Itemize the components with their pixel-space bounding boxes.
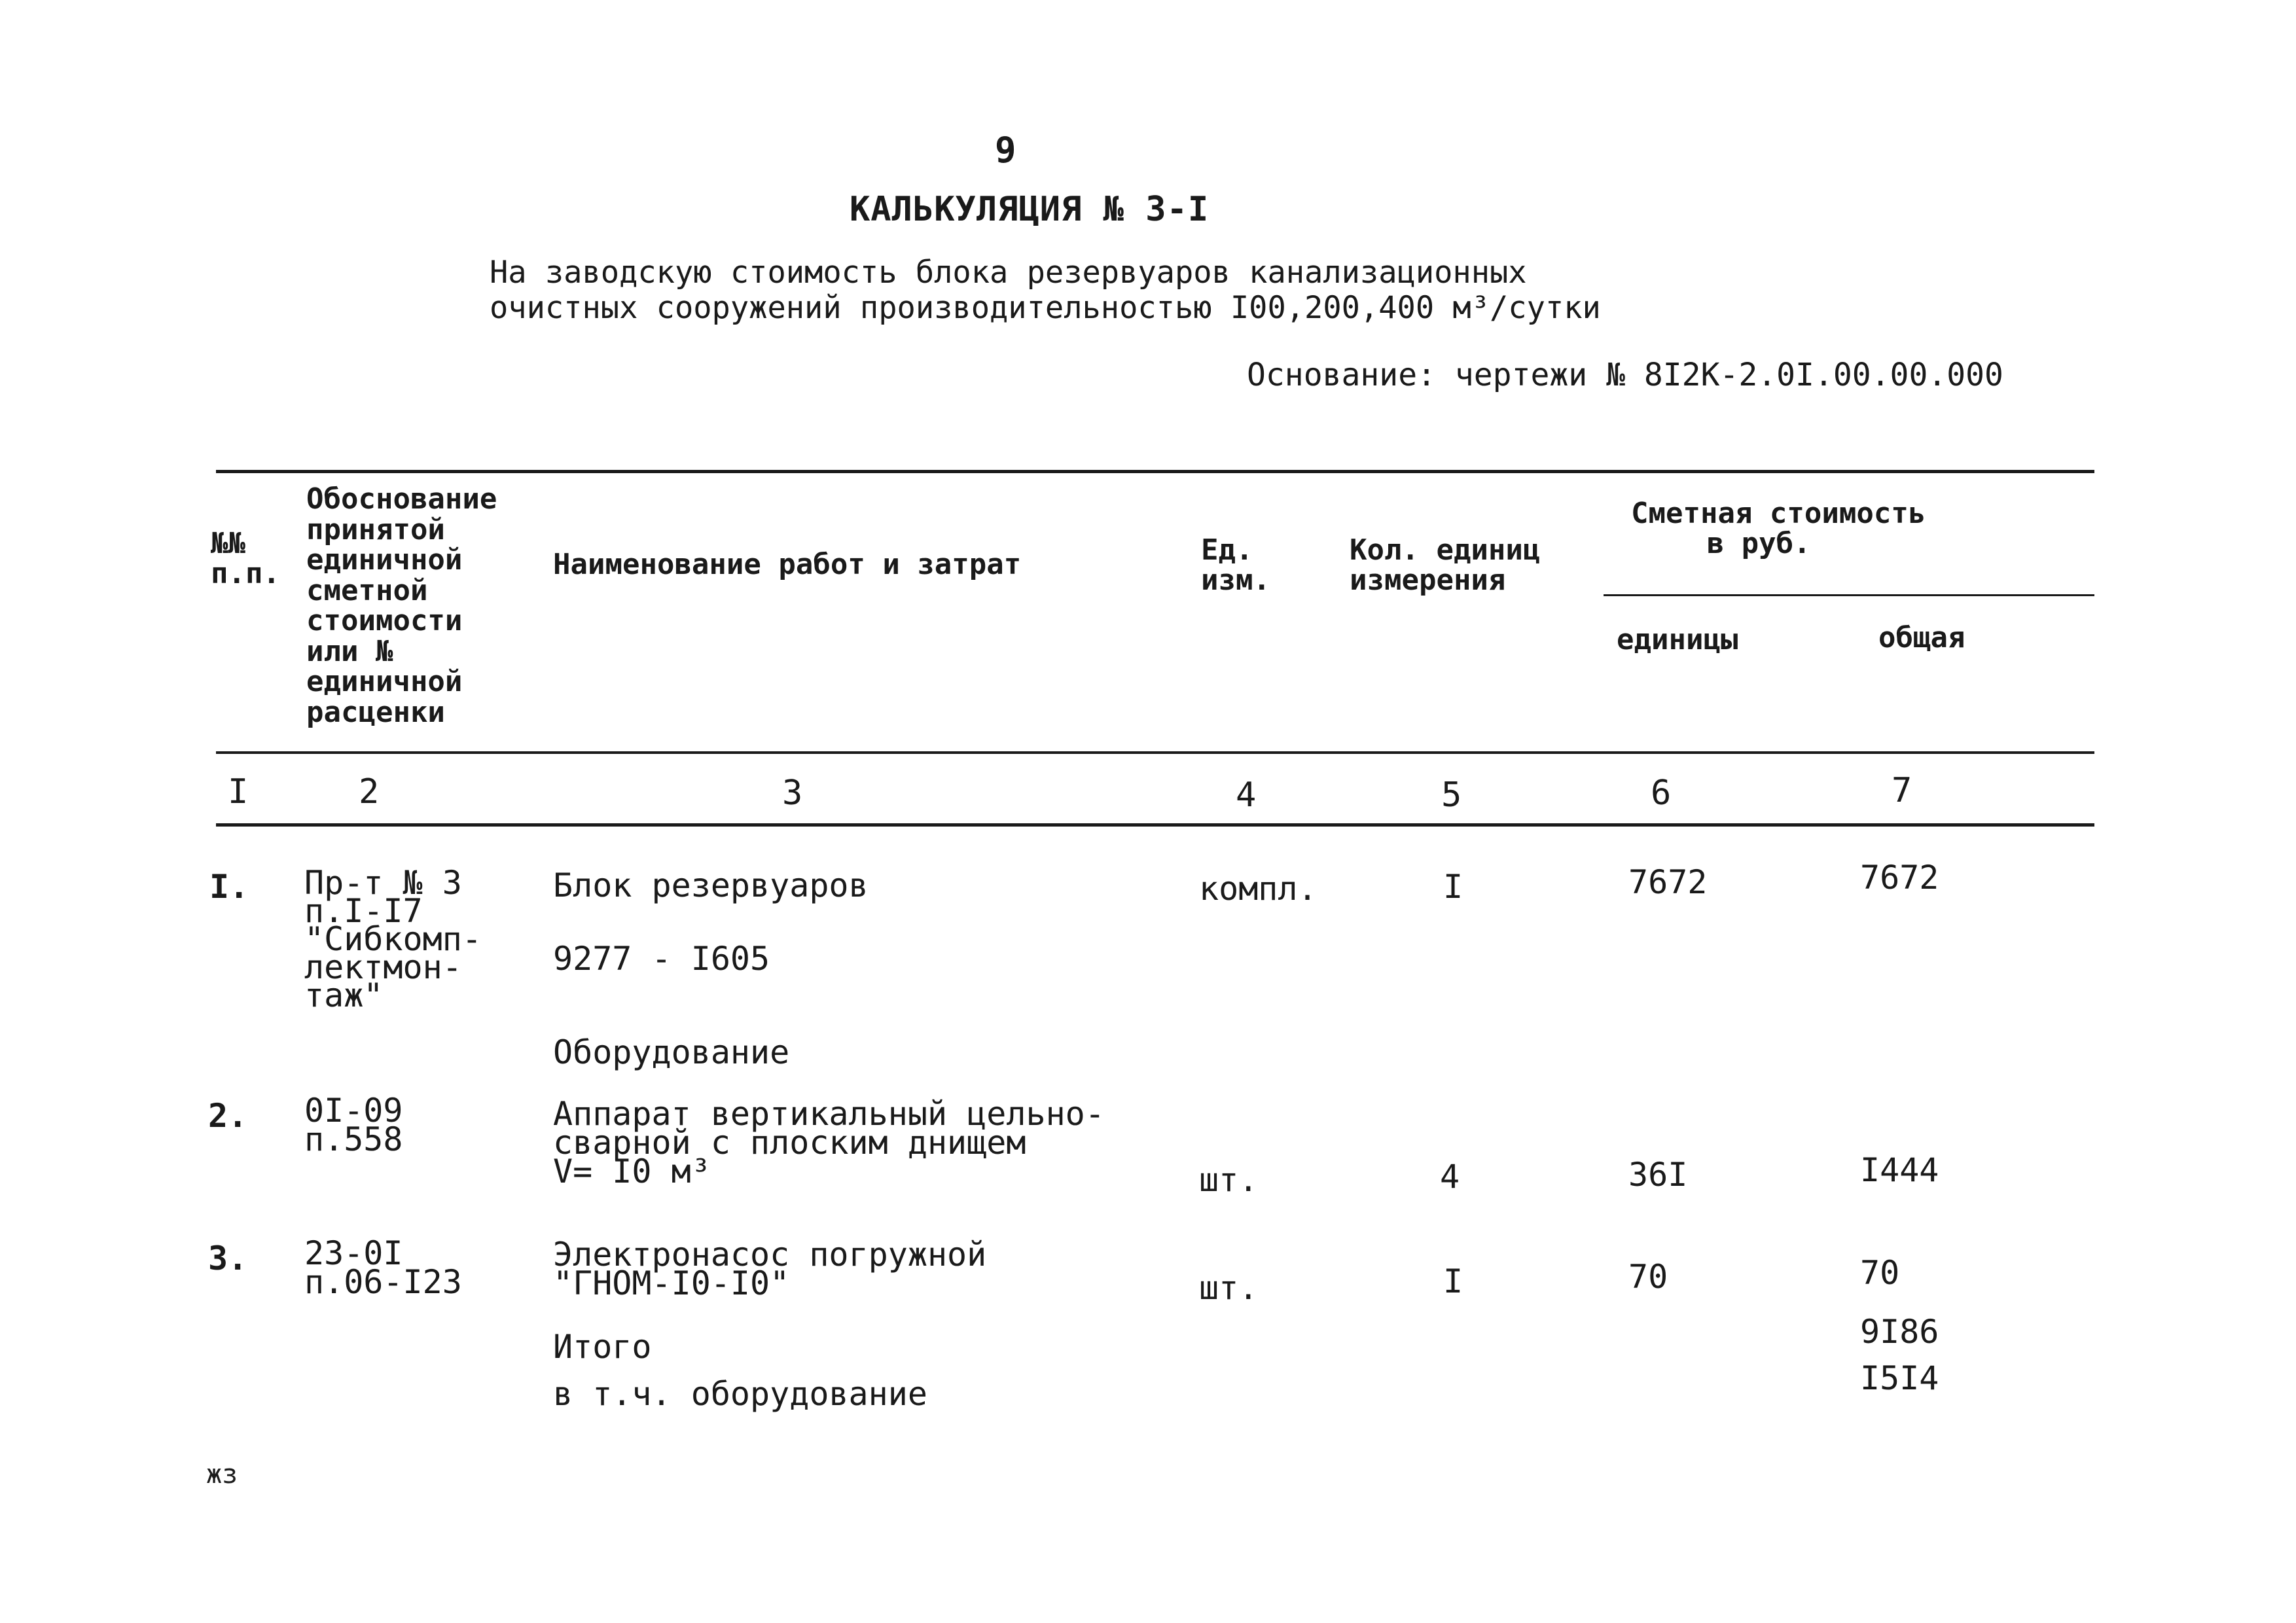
column-number-1: I — [228, 772, 249, 812]
cost-header-rule — [1604, 594, 2094, 596]
row3-price: 70 — [1628, 1258, 1668, 1296]
column-number-6: 6 — [1651, 774, 1672, 813]
header-col4: Ед. изм. — [1201, 533, 1270, 597]
row2-qty: 4 — [1440, 1158, 1460, 1196]
total-label: Итого — [553, 1328, 652, 1366]
equipment-label: в т.ч. оборудование — [553, 1375, 927, 1413]
header-col1: №№ п.п. — [211, 527, 280, 590]
row3-number: 3. — [208, 1240, 248, 1277]
column-number-5: 5 — [1441, 776, 1462, 815]
row2-price: 36I — [1628, 1156, 1688, 1194]
row3-name: Электронасос погружной "ГНОМ-I0-I0" — [553, 1236, 987, 1302]
subtitle-line-2: очистных сооружений производительностью I00,200,400 м³/сутки — [490, 290, 1601, 326]
row2-basis: 0I-09 п.558 — [304, 1092, 403, 1158]
row2-number: 2. — [208, 1097, 248, 1135]
header-col2: Обоснование принятой единичной сметной стоимости или № единичной расценки — [306, 482, 497, 729]
column-numbers-rule — [216, 823, 2094, 827]
column-number-7: 7 — [1892, 771, 1912, 810]
header-col3: Наименование работ и затрат — [553, 548, 1022, 581]
header-col5: Кол. единиц измерения — [1350, 533, 1541, 597]
row1-price: 7672 — [1628, 863, 1708, 901]
row3-qty: I — [1443, 1262, 1463, 1300]
row1-extra: 9277 - I605 — [553, 940, 770, 978]
row1-number: I. — [209, 868, 249, 906]
header-cost: Сметная стоимость в руб. — [1631, 497, 1926, 560]
row1-total: 7672 — [1860, 859, 1939, 897]
footer-mark: жз — [206, 1459, 238, 1489]
row1-basis: Пр-т № 3 п.I-I7 "Сибкомп- лектмон- таж" — [304, 864, 482, 1014]
row2-total: I444 — [1860, 1151, 1939, 1189]
header-col7: общая — [1878, 621, 1965, 654]
subtitle-line-1: На заводскую стоимость блока резервуаров канализационных — [490, 255, 1527, 291]
column-number-4: 4 — [1236, 776, 1257, 815]
header-col6: единицы — [1617, 623, 1738, 656]
row2-name: Аппарат вертикальный цельно- сварной с плоским днищем V= I0 м³ — [553, 1095, 1105, 1190]
row2-unit: шт. — [1199, 1161, 1259, 1199]
column-number-3: 3 — [782, 774, 803, 813]
total-value: 9I86 — [1860, 1313, 1939, 1351]
equipment-value: I5I4 — [1860, 1359, 1939, 1397]
row1-name: Блок резервуаров — [553, 866, 869, 904]
document-subtitle — [490, 255, 1601, 326]
header-bottom-rule — [216, 751, 2094, 754]
table-top-rule — [216, 470, 2094, 473]
row3-basis: 23-0I п.06-I23 — [304, 1234, 462, 1301]
row3-total: 70 — [1860, 1254, 1900, 1292]
page-number: 9 — [995, 130, 1016, 171]
row1-unit: компл. — [1199, 870, 1318, 908]
section-label: Оборудование — [553, 1033, 790, 1071]
row3-unit: шт. — [1199, 1269, 1259, 1307]
document-title: КАЛЬКУЛЯЦИЯ № 3-I — [850, 190, 1210, 229]
column-number-2: 2 — [359, 772, 380, 812]
row1-qty: I — [1443, 868, 1463, 906]
basis-reference: Основание: чертежи № 8I2К-2.0I.00.00.000 — [1247, 357, 2003, 393]
